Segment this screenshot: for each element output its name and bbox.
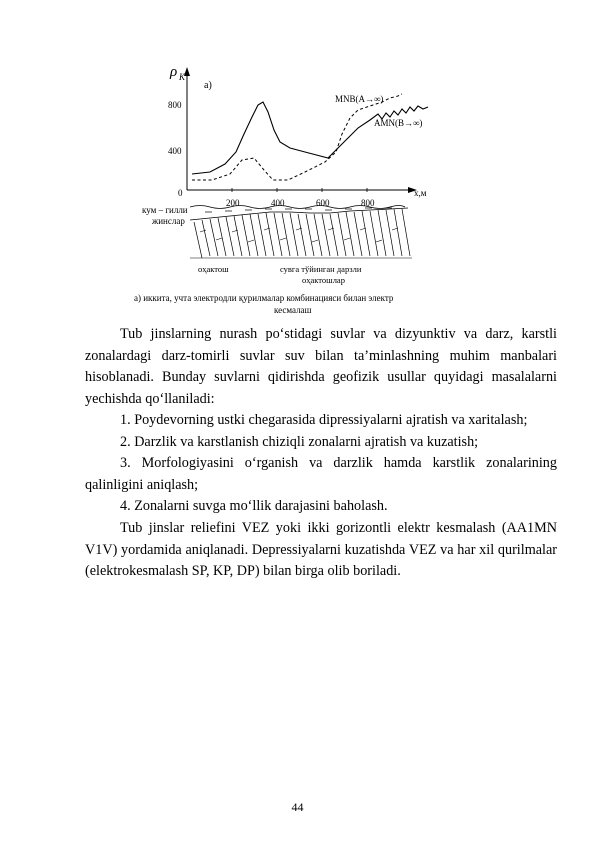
- list-item-2: 2. Darzlik va karstlanish chiziqli zonalarni ajratish va kuzatish;: [120, 434, 479, 450]
- sand-clay-label-line1: кум – гилли: [142, 205, 188, 215]
- figure-caption-line1: а) иккита, учта электродли қурилмалар комбинацияси билан электр: [134, 293, 394, 303]
- y-tick-800: 800: [168, 100, 182, 110]
- x-tick-400: 400: [271, 198, 285, 208]
- x-tick-600: 600: [316, 198, 330, 208]
- y-axis-symbol: ρ: [170, 64, 178, 80]
- mnb-curve: [192, 94, 402, 180]
- list-item-4: 4. Zonalarni suvga mo‘llik darajasini baholash.: [120, 498, 388, 514]
- page-number: 44: [291, 800, 304, 814]
- fractured-limestone-label-line1: сувга тўйинган дарзли: [280, 264, 362, 274]
- list-item-1: 1. Poydevorning ustki chegarasida dipressiyalarni ajratish va xaritalash;: [120, 412, 528, 428]
- amn-curve-label: AMN(B→∞): [374, 118, 423, 128]
- y-tick-400: 400: [168, 146, 182, 156]
- resistivity-profile-figure: [130, 62, 460, 317]
- limestone-label: оҳактош: [198, 264, 229, 274]
- fractured-limestone-label-line2: оҳактошлар: [302, 275, 345, 285]
- x-tick-800: 800: [361, 198, 375, 208]
- y-axis-subscript: K: [179, 72, 186, 82]
- amn-curve: [192, 102, 428, 174]
- paragraph-method: Tub jinslar reliefini VEZ yoki ikki gorizontli elektr kesmalash (AA1MN V1V) yordamida aniqlanadi. Depressiyalarni kuzatishda VEZ va har xil qurilmalar (elektrokesmalash SP, KP, DP) bilan birga olib boriladi.: [85, 520, 557, 579]
- mnb-curve-label: MNB(A→∞): [335, 94, 384, 104]
- x-tick-200: 200: [226, 198, 240, 208]
- paragraph-intro: Tub jinslarning nurash po‘stidagi suvlar va dizyunktiv va darz, karstli zonalardagi darz-tomirli suvlar suv bilan ta’minlashning muhim manbalari hisoblanadi. Bunday suvlarni qidirishda geofizik usullar quyidagi masalalarni yechishda qo‘llaniladi:: [85, 326, 557, 407]
- x-axis-unit: х,м: [414, 188, 427, 198]
- list-item-3: 3. Morfologiyasini o‘rganish va darzlik hamda karstlik zonalarining qalinligini aniqlash;: [85, 455, 557, 493]
- figure-caption-line2: кесмалаш: [274, 305, 312, 315]
- y-tick-0: 0: [178, 188, 183, 198]
- sand-clay-label-line2: жинслар: [152, 216, 185, 226]
- panel-letter: а): [204, 80, 212, 91]
